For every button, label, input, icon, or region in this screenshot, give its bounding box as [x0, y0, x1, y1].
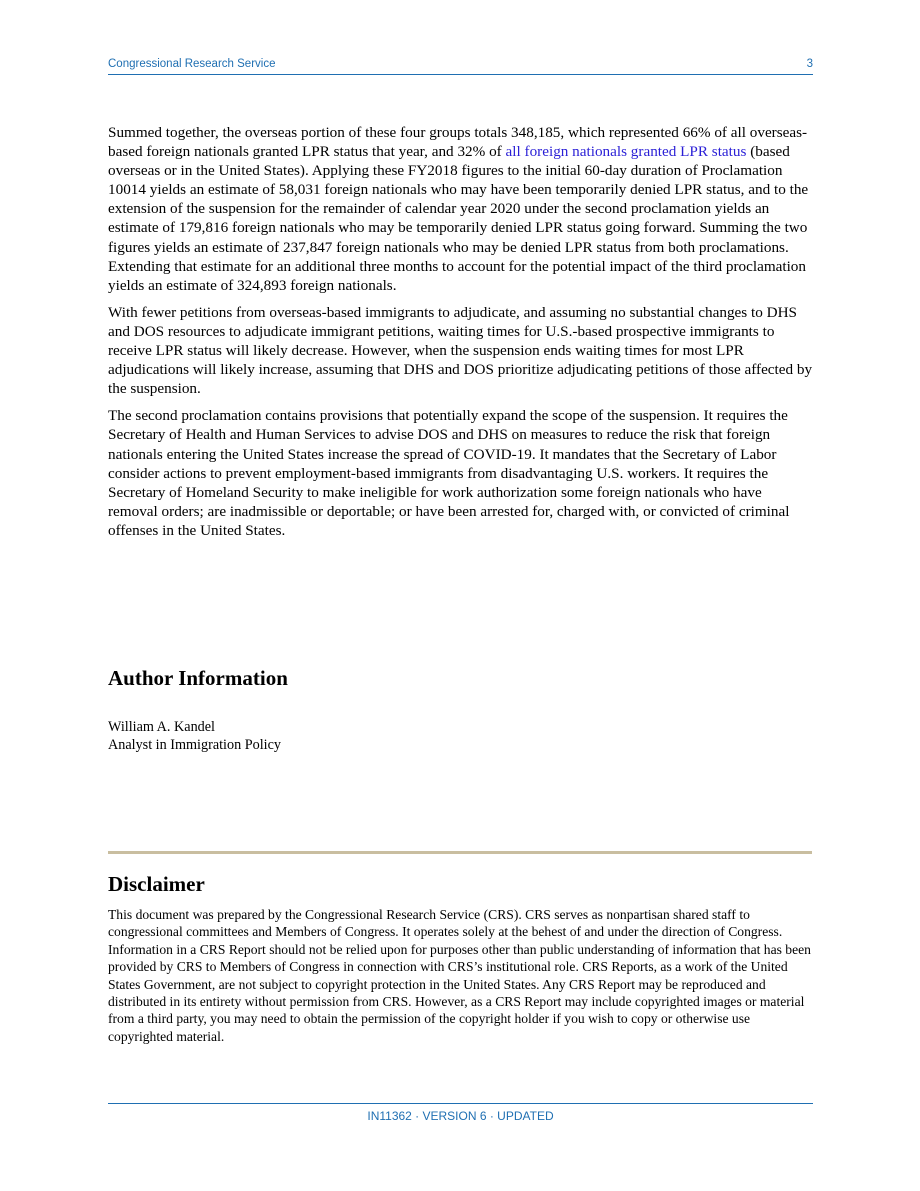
author-title: Analyst in Immigration Policy	[108, 737, 281, 753]
lpr-status-link[interactable]: all foreign nationals granted LPR status	[505, 143, 747, 161]
paragraph-1	[108, 123, 814, 295]
organization-name: Congressional Research Service	[108, 58, 276, 70]
page-number: 3	[806, 58, 813, 70]
author-block	[108, 718, 281, 754]
paragraph-2: With fewer petitions from overseas-based immigrants to adjudicate, and assuming no substantial changes to DHS and DOS resources to adjudicate immigrant petitions, waiting times for U.S.-based prospective immigrants to receive LPR status will likely decrease. However, when the suspension ends waiting times for most LPR adjudications will likely increase, assuming that DHS and DOS prioritize adjudicating petitions of those affected by the suspension.	[108, 303, 813, 398]
paragraph-1-text-end: (based overseas or in the United States). Applying these FY2018 figures to the initial 60-day duration of Proclamation 10014 yields an estimate of 58,031 foreign nationals who may have been temporarily denied LPR status, and to the extension of the suspension for the remainder of calendar year 2020 under the second proclamation yields an estimate of 179,816 foreign nationals who may be temporarily denied LPR status going forward. Summing the two figures yields an estimate of 237,847 foreign nationals who may be denied LPR status from both proclamations. Extending that estimate for an additional three months to account for the potential impact of the third proclamation yields an estimate of 324,893 foreign nationals.	[108, 143, 809, 294]
disclaimer-heading: Disclaimer	[108, 872, 205, 896]
paragraph-1-text-start: Summed together, the overseas portion of these four groups totals 348,185, which represented 66% of all overseas-based foreign nationals granted LPR status that year, and 32% of	[108, 124, 808, 161]
report-id: IN11362 · VERSION 6 · UPDATED	[367, 1109, 554, 1123]
author-name: William A. Kandel	[108, 719, 215, 735]
page-header	[108, 56, 813, 75]
page-footer	[108, 1103, 813, 1123]
body-text	[108, 123, 814, 548]
disclaimer-text: This document was prepared by the Congressional Research Service (CRS). CRS serves as nonpartisan shared staff to congressional committees and Members of Congress. It operates solely at the behest of and under the direction of Congress. Information in a CRS Report should not be relied upon for purposes other than public understanding of information that has been provided by CRS to Members of Congress in connection with CRS’s institutional role. CRS Reports, as a work of the United States Government, are not subject to copyright protection in the United States. Any CRS Report may be reproduced and distributed in its entirety without permission from CRS. However, as a CRS Report may include copyrighted images or material from a third party, you may need to obtain the permission of the copyright holder if you wish to copy or otherwise use copyrighted material.	[108, 907, 811, 1044]
paragraph-3: The second proclamation contains provisions that potentially expand the scope of the suspension. It requires the Secretary of Health and Human Services to advise DOS and DHS on measures to reduce the risk that foreign nationals entering the United States increase the spread of COVID-19. It mandates that the Secretary of Labor consider actions to prevent employment-based immigrants from disadvantaging U.S. workers. It requires the Secretary of Homeland Security to make ineligible for work authorization some foreign nationals who have removal orders; are inadmissible or deportable; or have been arrested for, charged with, or convicted of criminal offenses in the United States.	[108, 407, 790, 539]
author-information-heading: Author Information	[108, 666, 288, 690]
section-divider	[108, 851, 812, 854]
